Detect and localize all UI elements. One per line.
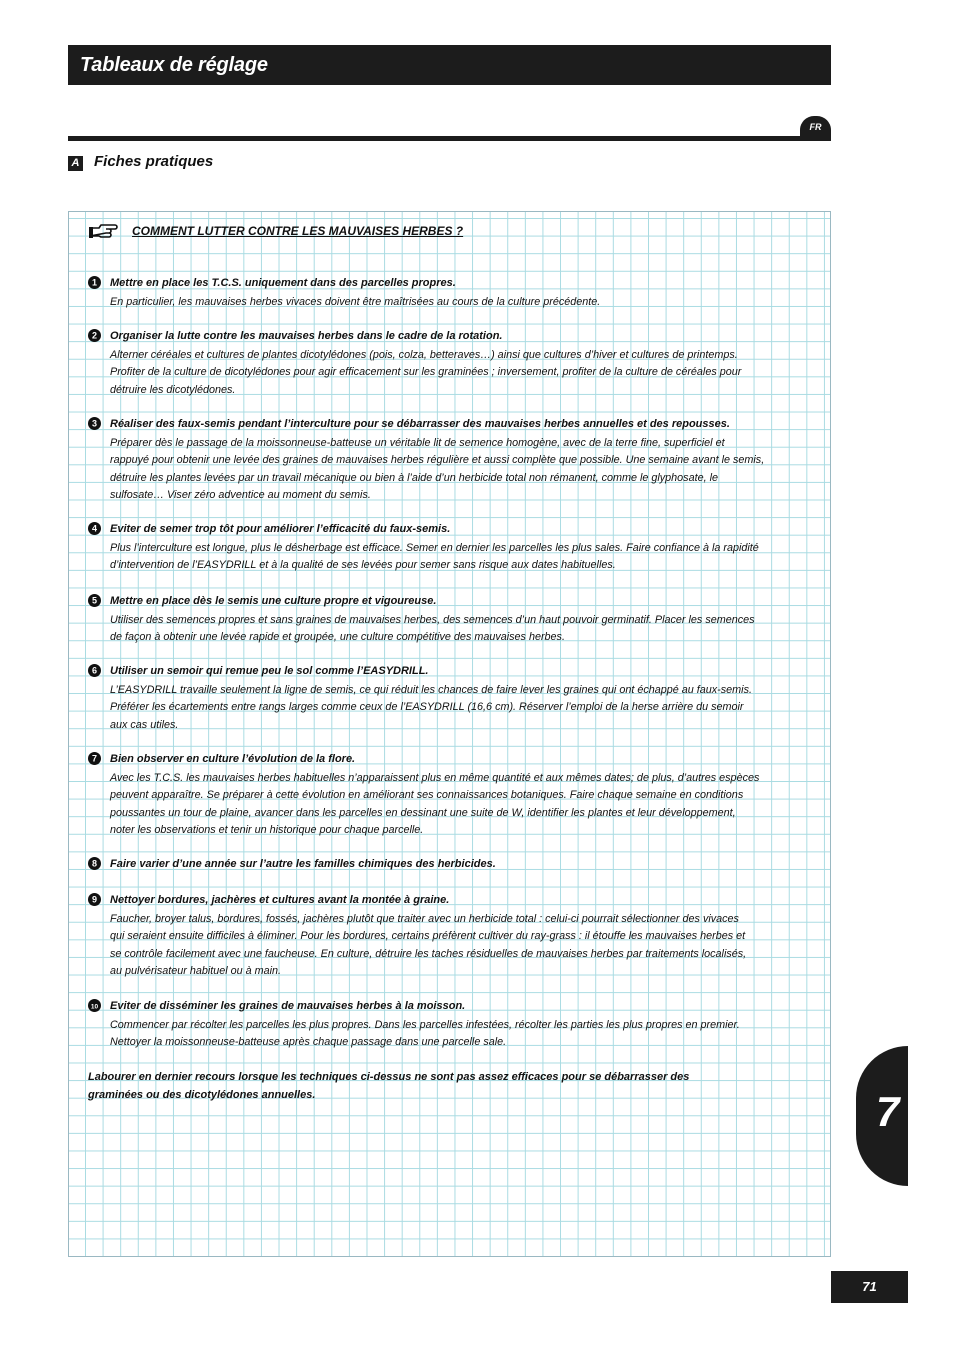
item-number: 5 bbox=[91, 595, 98, 606]
item-body-line: sulfosate… Viser zéro adventice au moment du semis. bbox=[110, 489, 371, 502]
item-number: 7 bbox=[91, 753, 98, 764]
item-body-line: peuvent apparaître. Se préparer à cette évolution en améliorant ses connaissances botaniques. Faire chaque semaine en conditions bbox=[110, 789, 744, 802]
item-body-line: Alterner céréales et cultures de plantes dicotylédones (pois, colza, betteraves…) ainsi que cultures d’hiver et cultures de printemps. bbox=[110, 348, 738, 361]
item-number: 2 bbox=[91, 330, 98, 341]
item-body-line: détruire les dicotylédones. bbox=[110, 383, 236, 396]
number-circle-icon bbox=[88, 594, 101, 607]
closing-line: Labourer en dernier recours lorsque les techniques ci-dessus ne sont pas assez efficaces pour se débarrasser des bbox=[88, 1071, 690, 1083]
item-body-line: au pulvérisateur habituel ou à main. bbox=[110, 965, 282, 978]
header-divider bbox=[68, 136, 831, 141]
item-body-line: Préférer les écartements entre rangs larges comme ceux de l’EASYDRILL (16,6 cm). Réserver l’emploi de la herse arrière du semoir bbox=[110, 701, 744, 714]
item-body-line: Commencer par récolter les parcelles les plus propres. Dans les parcelles infestées, récolter les parties les plus propres en premier. bbox=[110, 1018, 740, 1031]
page-header-title: Tableaux de réglage bbox=[68, 45, 831, 85]
number-circle-icon bbox=[88, 893, 101, 906]
item-body bbox=[110, 612, 826, 647]
item-title: Eviter de disséminer les graines de mauvaises herbes à la moisson. bbox=[110, 1000, 466, 1012]
item-body-line: Faucher, broyer talus, bordures, fossés, jachères plutôt que traiter avec un herbicide total : celui-ci pourrait sélectionner des vivaces bbox=[110, 912, 739, 925]
item-title: Bien observer en culture l’évolution de la flore. bbox=[110, 753, 356, 765]
item-body-line: Plus l’interculture est longue, plus le désherbage est efficace. Semer en dernier les parcelles les plus sales. Faire confiance à la rapidité bbox=[110, 541, 759, 554]
item-number: 6 bbox=[91, 665, 98, 676]
item-title: Mettre en place dès le semis une culture propre et vigoureuse. bbox=[110, 595, 437, 607]
item-body-line: Préparer dès le passage de la moissonneuse-batteuse un véritable lit de semence homogène, avec de la terre fine, superficiel et bbox=[110, 436, 725, 449]
number-circle-icon bbox=[88, 522, 101, 535]
number-circle-icon bbox=[88, 664, 101, 677]
section-marker: A bbox=[68, 156, 83, 171]
item-number: 3 bbox=[91, 418, 98, 429]
closing-note bbox=[88, 1069, 808, 1104]
pointing-hand-icon bbox=[88, 222, 118, 240]
item-body-line: noter les observations et tenir un historique pour chaque parcelle. bbox=[110, 824, 424, 837]
item-title: Eviter de semer trop tôt pour améliorer l’efficacité du faux-semis. bbox=[110, 523, 451, 535]
item-body bbox=[110, 770, 826, 840]
item-title: Nettoyer bordures, jachères et cultures avant la montée à graine. bbox=[110, 894, 450, 906]
item-body bbox=[110, 911, 826, 981]
language-tab: FR bbox=[800, 116, 831, 138]
item-body-line: rappuyé pour obtenir une levée des graines de mauvaises herbes régulière et aussi complète que possible. Une semaine avant le semis, bbox=[110, 454, 765, 467]
item-number: 1 bbox=[91, 277, 98, 288]
page-number: 71 bbox=[831, 1271, 908, 1303]
number-circle-icon bbox=[88, 999, 101, 1012]
item-body-line: En particulier, les mauvaises herbes vivaces doivent être maîtrisées au cours de la culture précédente. bbox=[110, 295, 601, 308]
panel-heading bbox=[88, 222, 463, 240]
chapter-number: 7 bbox=[876, 1088, 900, 1135]
number-circle-icon bbox=[88, 276, 101, 289]
item-body bbox=[110, 1017, 826, 1052]
item-body bbox=[110, 682, 826, 735]
item-body bbox=[110, 540, 826, 575]
item-body-line: se contrôle facilement avec une faucheuse. En culture, détruire les taches résiduelles de mauvaises herbes par traitements localisés, bbox=[110, 947, 747, 960]
item-body-line: d’intervention de l’EASYDRILL et à la qualité de ses levées pour semer sans risque aux dates habituelles. bbox=[110, 559, 616, 572]
item-number: 8 bbox=[91, 858, 98, 869]
item-body-line: aux cas utiles. bbox=[110, 718, 179, 731]
item-title: Organiser la lutte contre les mauvaises herbes dans le cadre de la rotation. bbox=[110, 330, 503, 342]
item-body-line: Nettoyer la moissonneuse-batteuse après chaque passage dans une parcelle sale. bbox=[110, 1036, 507, 1049]
number-circle-icon bbox=[88, 752, 101, 765]
number-circle-icon bbox=[88, 857, 101, 870]
item-body bbox=[110, 294, 826, 312]
section-title: Fiches pratiques bbox=[94, 153, 214, 170]
item-body-line: poussantes un tour de plaine, avancer dans les parcelles en dessinant une suite de W, identifier les plantes et leur développement, bbox=[110, 806, 736, 819]
item-body bbox=[110, 347, 826, 400]
item-title: Mettre en place les T.C.S. uniquement dans des parcelles propres. bbox=[110, 277, 456, 289]
item-body-line: Avec les T.C.S. les mauvaises herbes habituelles n’apparaissent plus en même quantité et aux mêmes dates; de plus, d’autres espèces bbox=[110, 771, 760, 784]
item-body bbox=[110, 435, 826, 505]
item-body-line: L’EASYDRILL travaille seulement la ligne de semis, ce qui réduit les chances de faire lever les graines qui ont échappé au faux-semis. bbox=[110, 683, 752, 696]
item-title: Utiliser un semoir qui remue peu le sol comme l’EASYDRILL. bbox=[110, 665, 429, 677]
number-circle-icon bbox=[88, 417, 101, 430]
item-body-line: Profiter de la culture de dicotylédones pour agir efficacement sur les graminées ; inversement, profiter de la culture de céréales pour bbox=[110, 366, 742, 379]
panel-heading-text: COMMENT LUTTER CONTRE LES MAUVAISES HERBES ? bbox=[132, 224, 464, 238]
item-title: Faire varier d’une année sur l’autre les familles chimiques des herbicides. bbox=[110, 858, 496, 870]
item-body-line: qui seraient ensuite difficiles à éliminer. Pour les bordures, certains préfèrent cultiver du ray-grass : il étouffe les mauvaises herbes et bbox=[110, 930, 746, 943]
item-body-line: Utiliser des semences propres et sans graines de mauvaises herbes, des semences d’un haut pouvoir germinatif. Placer les semences bbox=[110, 613, 755, 626]
item-body-line: détruire les plantes levées par un travail mécanique ou bien à l’aide d’un herbicide total non rémanent, comme le glyphosate, le bbox=[110, 471, 718, 484]
item-number: 9 bbox=[91, 894, 98, 905]
item-body-line: de façon à obtenir une levée rapide et groupée, une culture compétitive des mauvaises herbes. bbox=[110, 631, 565, 644]
item-number: 10 bbox=[90, 1003, 99, 1011]
item-number: 4 bbox=[91, 523, 98, 534]
number-circle-icon bbox=[88, 329, 101, 342]
closing-line: graminées ou des dicotylédones annuelles. bbox=[88, 1088, 316, 1101]
item-title: Réaliser des faux-semis pendant l’interculture pour se débarrasser des mauvaises herbes annuelles et des repousses. bbox=[110, 418, 730, 430]
